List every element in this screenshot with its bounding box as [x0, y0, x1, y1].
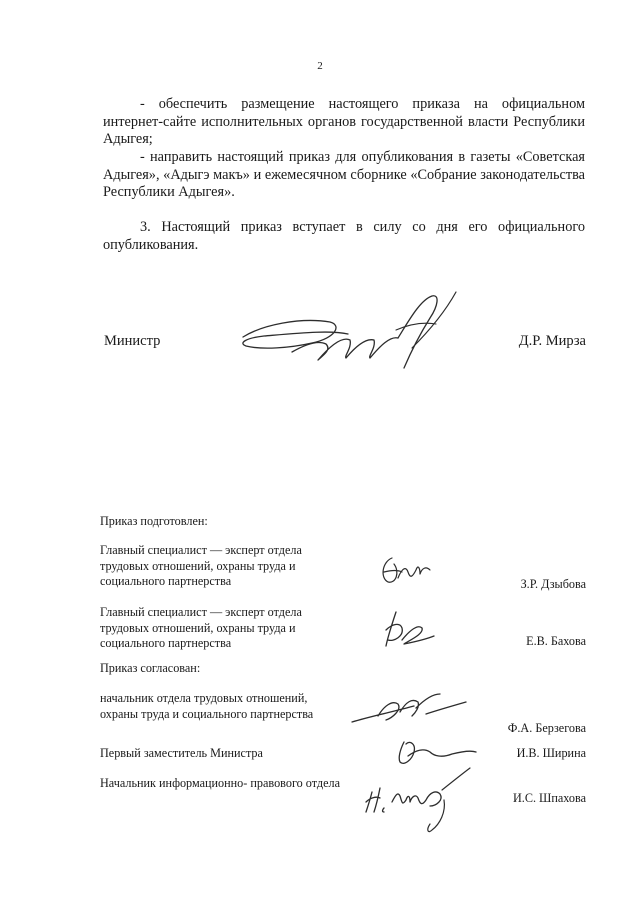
paragraph-publish-newspapers: - направить настоящий приказ для опубликования в газеты «Советская Адыгея», «Адыгэ макъ» и ежемесячном сборнике «Собрание законодательства Республики Адыгея».: [103, 149, 585, 200]
agreed-person-1-title: начальник отдела трудовых отношений, охраны труда и социального партнерства: [100, 691, 314, 721]
prepared-heading: Приказ подготовлен:: [100, 514, 208, 528]
agreed-person-1-name: Ф.А. Берзегова: [507, 721, 586, 735]
agreed-heading: Приказ согласован:: [100, 661, 201, 675]
signatory-position: Министр: [104, 333, 161, 349]
agreed-person-2-name: И.В. Ширина: [516, 746, 586, 760]
paragraph-publish-site: - обеспечить размещение настоящего приказа на официальном интернет-сайте исполнительных органов государственной власти Республики Адыгея;: [103, 96, 585, 147]
signatory-name: Д.Р. Мирза: [518, 333, 586, 349]
agreed-person-3-name: И.С. Шпахова: [512, 791, 586, 805]
prepared-person-2-name: Е.В. Бахова: [526, 634, 586, 648]
prepared-person-1-title: Главный специалист — эксперт отдела трудовых отношений, охраны труда и социального партнерства: [100, 543, 302, 588]
paragraph-clause-3: 3. Настоящий приказ вступает в силу со дня его официального опубликования.: [103, 219, 585, 253]
page-number: 2: [317, 60, 323, 72]
agreed-person-2-title: Первый заместитель Министра: [100, 746, 263, 760]
prepared-person-2-title: Главный специалист — эксперт отдела трудовых отношений, охраны труда и социального партнерства: [100, 605, 302, 650]
prepared-person-1-name: З.Р. Дзыбова: [520, 577, 586, 591]
agreed-person-3-title: Начальник информационно- правового отдела: [100, 776, 340, 790]
